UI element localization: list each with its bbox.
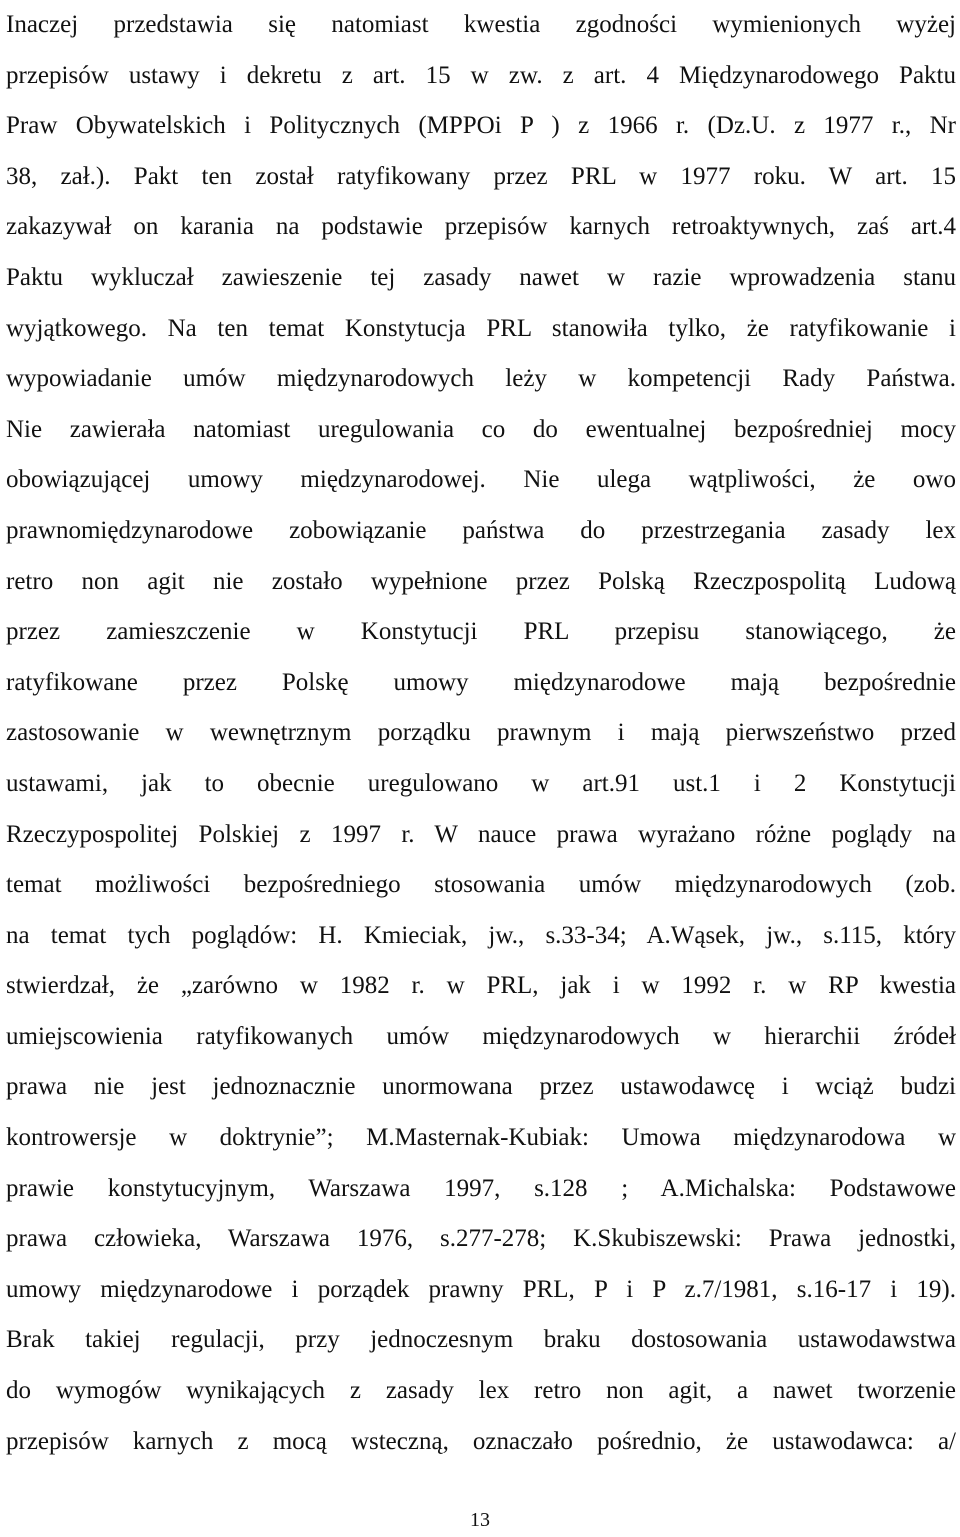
text-line: temat możliwości bezpośredniego stosowania umów międzynarodowych (zob.	[6, 871, 956, 899]
text-line: prawa nie jest jednoznacznie unormowana przez ustawodawcę i wciąż budzi	[6, 1073, 956, 1101]
text-line: Inaczej przedstawia się natomiast kwestia zgodności wymienionych wyżej	[6, 11, 956, 38]
text-line: umiejscowienia ratyfikowanych umów międzynarodowych w hierarchii źródeł	[6, 1022, 956, 1050]
text-line: Rzeczypospolitej Polskiej z 1997 r. W nauce prawa wyrażano różne poglądy na	[6, 820, 956, 848]
text-line: Brak takiej regulacji, przy jednoczesnym braku dostosowania ustawodawstwa	[6, 1326, 956, 1354]
text-line: Nie zawierała natomiast uregulowania co do ewentualnej bezpośredniej mocy	[6, 415, 956, 443]
text-line: wypowiadanie umów międzynarodowych leży w kompetencji Rady Państwa.	[6, 365, 956, 393]
text-line: ratyfikowane przez Polskę umowy międzynarodowe mają bezpośrednie	[6, 668, 956, 696]
text-line: wyjątkowego. Na ten temat Konstytucja PRL stanowiła tylko, że ratyfikowanie i	[6, 314, 956, 342]
text-line: zastosowanie w wewnętrznym porządku prawnym i mają pierwszeństwo przed	[6, 719, 956, 747]
text-line: obowiązującej umowy międzynarodowej. Nie ulega wątpliwości, że owo	[6, 466, 956, 494]
text-line: prawnomiędzynarodowe zobowiązanie państwa do przestrzegania zasady lex	[6, 516, 956, 544]
text-line: przepisów ustawy i dekretu z art. 15 w zw. z art. 4 Międzynarodowego Paktu	[6, 61, 956, 89]
text-line: prawie konstytucyjnym, Warszawa 1997, s.128 ; A.Michalska: Podstawowe	[6, 1174, 956, 1202]
text-line: retro non agit nie zostało wypełnione przez Polską Rzeczpospolitą Ludową	[6, 567, 956, 595]
text-line: 38, zał.). Pakt ten został ratyfikowany przez PRL w 1977 roku. W art. 15	[6, 162, 956, 190]
text-line: na temat tych poglądów: H. Kmieciak, jw., s.33-34; A.Wąsek, jw., s.115, który	[6, 921, 956, 949]
text-line: Praw Obywatelskich i Politycznych (MPPOi P ) z 1966 r. (Dz.U. z 1977 r., Nr	[6, 112, 956, 140]
text-line: do wymogów wynikających z zasady lex retro non agit, a nawet tworzenie	[6, 1377, 956, 1405]
body-text	[6, 0, 956, 1467]
text-line: Paktu wykluczał zawieszenie tej zasady nawet w razie wprowadzenia stanu	[6, 263, 956, 291]
text-line: prawa człowieka, Warszawa 1976, s.277-278; K.Skubiszewski: Prawa jednostki,	[6, 1225, 956, 1253]
text-line: przepisów karnych z mocą wsteczną, oznaczało pośrednio, że ustawodawca: a/	[6, 1427, 956, 1455]
page-number: 13	[470, 1509, 490, 1531]
text-line: stwierdzał, że „zarówno w 1982 r. w PRL, jak i w 1992 r. w RP kwestia	[6, 972, 956, 1000]
text-line: kontrowersje w doktrynie”; M.Masternak-Kubiak: Umowa międzynarodowa w	[6, 1124, 956, 1152]
text-line: umowy międzynarodowe i porządek prawny PRL, P i P z.7/1981, s.16-17 i 19).	[6, 1275, 956, 1303]
text-line: ustawami, jak to obecnie uregulowano w art.91 ust.1 i 2 Konstytucji	[6, 769, 956, 797]
text-line: zakazywał on karania na podstawie przepisów karnych retroaktywnych, zaś art.4	[6, 213, 956, 241]
text-line: przez zamieszczenie w Konstytucji PRL przepisu stanowiącego, że	[6, 618, 956, 646]
